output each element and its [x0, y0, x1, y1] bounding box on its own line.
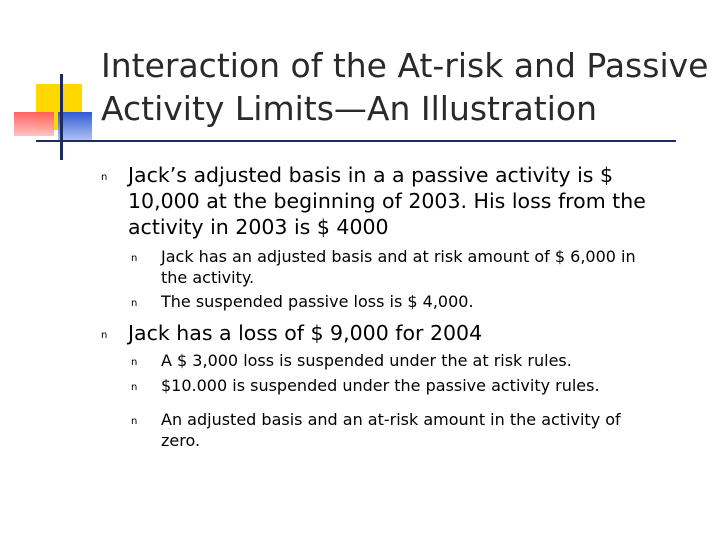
- list-item: [128, 162, 646, 240]
- slide-title: [101, 44, 709, 130]
- sub-list-item-line: An adjusted basis and an at-risk amount in the activity of: [161, 410, 621, 429]
- sub-list-item-line: The suspended passive loss is $ 4,000.: [161, 292, 474, 311]
- sub-list-item: [161, 409, 621, 451]
- sub-list-item: [161, 291, 474, 312]
- sub-list-item: [161, 246, 636, 288]
- decor-red-square: [14, 112, 54, 136]
- bullet-icon: n: [131, 253, 138, 264]
- bullet-icon: n: [131, 416, 138, 427]
- list-item-line: 10,000 at the beginning of 2003. His loss from the: [128, 189, 646, 213]
- sub-list-item: [161, 375, 600, 396]
- bullet-icon: n: [131, 357, 138, 368]
- list-item-line: activity in 2003 is $ 4000: [128, 215, 389, 239]
- decor-horizontal-line: [36, 140, 676, 142]
- slide-title-line: Interaction of the At-risk and Passive: [101, 46, 709, 85]
- sub-list-item-line: the activity.: [161, 268, 255, 287]
- decor-blue-square: [58, 112, 92, 142]
- sub-list-item-line: $10.000 is suspended under the passive activity rules.: [161, 376, 600, 395]
- list-item: [128, 320, 482, 346]
- sub-list-item: [161, 350, 572, 371]
- sub-list-item-line: A $ 3,000 loss is suspended under the at risk rules.: [161, 351, 572, 370]
- bullet-icon: n: [131, 298, 138, 309]
- slide-title-line: Activity Limits—An Illustration: [101, 89, 597, 128]
- list-item-line: Jack has a loss of $ 9,000 for 2004: [128, 321, 483, 345]
- bullet-icon: n: [101, 172, 108, 183]
- list-item-line: Jack’s adjusted basis in a a passive activity is $: [128, 163, 614, 187]
- bullet-icon: n: [101, 330, 108, 341]
- bullet-icon: n: [131, 382, 138, 393]
- sub-list-item-line: Jack has an adjusted basis and at risk amount of $ 6,000 in: [161, 247, 636, 266]
- sub-list-item-line: zero.: [161, 431, 201, 450]
- decor-vertical-line: [60, 74, 63, 160]
